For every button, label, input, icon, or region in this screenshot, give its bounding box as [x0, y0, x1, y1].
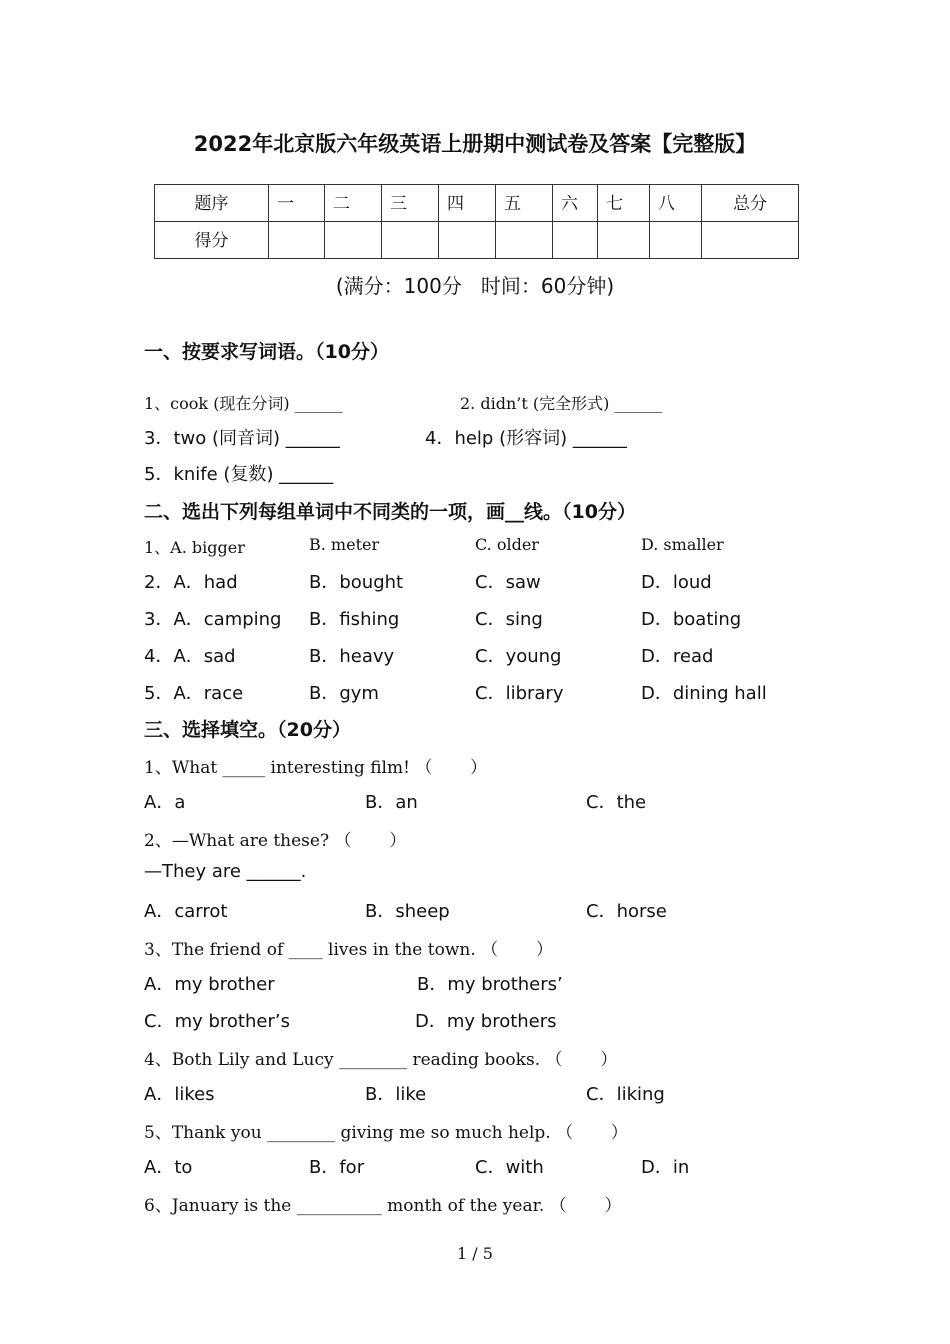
score-header-cell: 二 — [325, 185, 382, 222]
s2-row-1-option: C. older — [475, 535, 539, 554]
s1-question-3: 3．two (同音词) ______ — [144, 428, 340, 449]
s3-q5-option: B．for — [309, 1157, 365, 1178]
s3-question-5: 5、Thank you ________ giving me so much help. （ ） — [144, 1123, 628, 1143]
s3-q5-option: D．in — [641, 1157, 690, 1178]
s3-q4-option: C．liking — [586, 1084, 665, 1105]
s3-q5-option: A．to — [144, 1157, 193, 1178]
s3-q2-option: A．carrot — [144, 901, 228, 922]
score-header-cell: 一 — [269, 185, 325, 222]
s3-question-2: 2、—What are these? （ ） — [144, 831, 407, 851]
s1-question-5: 5．knife (复数) ______ — [144, 464, 334, 485]
score-header-cell: 题序 — [155, 185, 269, 222]
page-title: 2022年北京版六年级英语上册期中测试卷及答案【完整版】 — [193, 132, 757, 156]
s2-row-4-option: 4．A．sad — [144, 646, 236, 667]
s2-row-2-option: C．saw — [475, 572, 541, 593]
score-table — [154, 184, 799, 259]
s3-q3-option: D．my brothers — [415, 1011, 557, 1032]
section-3-heading: 三、选择填空。（20分） — [144, 719, 351, 741]
s2-row-3-option: B．fishing — [309, 609, 400, 630]
s3-q4-option: A．likes — [144, 1084, 215, 1105]
s2-row-5-option: B．gym — [309, 683, 379, 704]
s2-row-2-option: 2．A．had — [144, 572, 238, 593]
score-time-info: (满分：100分 时间：60分钟) — [335, 274, 615, 298]
s2-row-2-option: D．loud — [641, 572, 712, 593]
score-cell[interactable] — [269, 222, 325, 259]
s2-row-3-option: C．sing — [475, 609, 543, 630]
section-1-heading: 一、按要求写词语。（10分） — [144, 341, 389, 363]
s1-question-4: 4．help (形容词) ______ — [425, 428, 627, 449]
s3-q2-option: C．horse — [586, 901, 667, 922]
s3-question-4: 4、Both Lily and Lucy ________ reading books. （ ） — [144, 1050, 618, 1070]
score-cell[interactable] — [650, 222, 702, 259]
s2-row-2-option: B．bought — [309, 572, 404, 593]
s2-row-3-option: D．boating — [641, 609, 742, 630]
s2-row-5-option: C．library — [475, 683, 564, 704]
s2-row-1-option: D. smaller — [641, 535, 724, 554]
score-header-cell: 五 — [496, 185, 553, 222]
s3-question-3: 3、The friend of ____ lives in the town. （ ） — [144, 940, 553, 960]
s3-q1-option: B．an — [365, 792, 418, 813]
s1-question-2: 2. didn’t (完全形式) ______ — [460, 394, 663, 413]
score-header-cell: 六 — [553, 185, 598, 222]
score-cell[interactable] — [496, 222, 553, 259]
s2-row-4-option: C．young — [475, 646, 562, 667]
s3-question-2-line-2: —They are ______. — [144, 861, 307, 882]
score-header-cell: 七 — [598, 185, 650, 222]
score-header-cell: 四 — [439, 185, 496, 222]
score-header-cell: 总分 — [702, 185, 799, 222]
score-header-cell: 三 — [382, 185, 439, 222]
s3-q4-option: B．like — [365, 1084, 427, 1105]
s3-question-6: 6、January is the __________ month of the year. （ ） — [144, 1196, 622, 1216]
score-cell[interactable] — [702, 222, 799, 259]
score-cell[interactable] — [439, 222, 496, 259]
s2-row-5-option: 5．A．race — [144, 683, 244, 704]
s2-row-1-option: 1、A. bigger — [144, 538, 245, 557]
page-number: 1 / 5 — [457, 1244, 493, 1263]
s2-row-3-option: 3．A．camping — [144, 609, 282, 630]
s3-q1-option: C．the — [586, 792, 647, 813]
s2-row-4-option: B．heavy — [309, 646, 395, 667]
s3-q1-option: A．a — [144, 792, 186, 813]
section-2-heading: 二、选出下列每组单词中不同类的一项，画__线。（10分） — [144, 501, 636, 523]
s2-row-4-option: D．read — [641, 646, 714, 667]
s3-q3-option: B．my brothers’ — [417, 974, 563, 995]
s2-row-1-option: B. meter — [309, 535, 380, 554]
score-table-header-row — [155, 185, 799, 222]
s3-question-1: 1、What _____ interesting film! （ ） — [144, 758, 488, 778]
s3-q3-option: A．my brother — [144, 974, 275, 995]
score-table-score-row — [155, 222, 799, 259]
score-row-label: 得分 — [155, 222, 269, 259]
s1-question-1: 1、cook (现在分词) ______ — [144, 394, 343, 413]
score-cell[interactable] — [553, 222, 598, 259]
score-cell[interactable] — [382, 222, 439, 259]
score-cell[interactable] — [325, 222, 382, 259]
score-cell[interactable] — [598, 222, 650, 259]
s3-q3-option: C．my brother’s — [144, 1011, 290, 1032]
s3-q2-option: B．sheep — [365, 901, 450, 922]
s3-q5-option: C．with — [475, 1157, 544, 1178]
s2-row-5-option: D．dining hall — [641, 683, 767, 704]
score-header-cell: 八 — [650, 185, 702, 222]
